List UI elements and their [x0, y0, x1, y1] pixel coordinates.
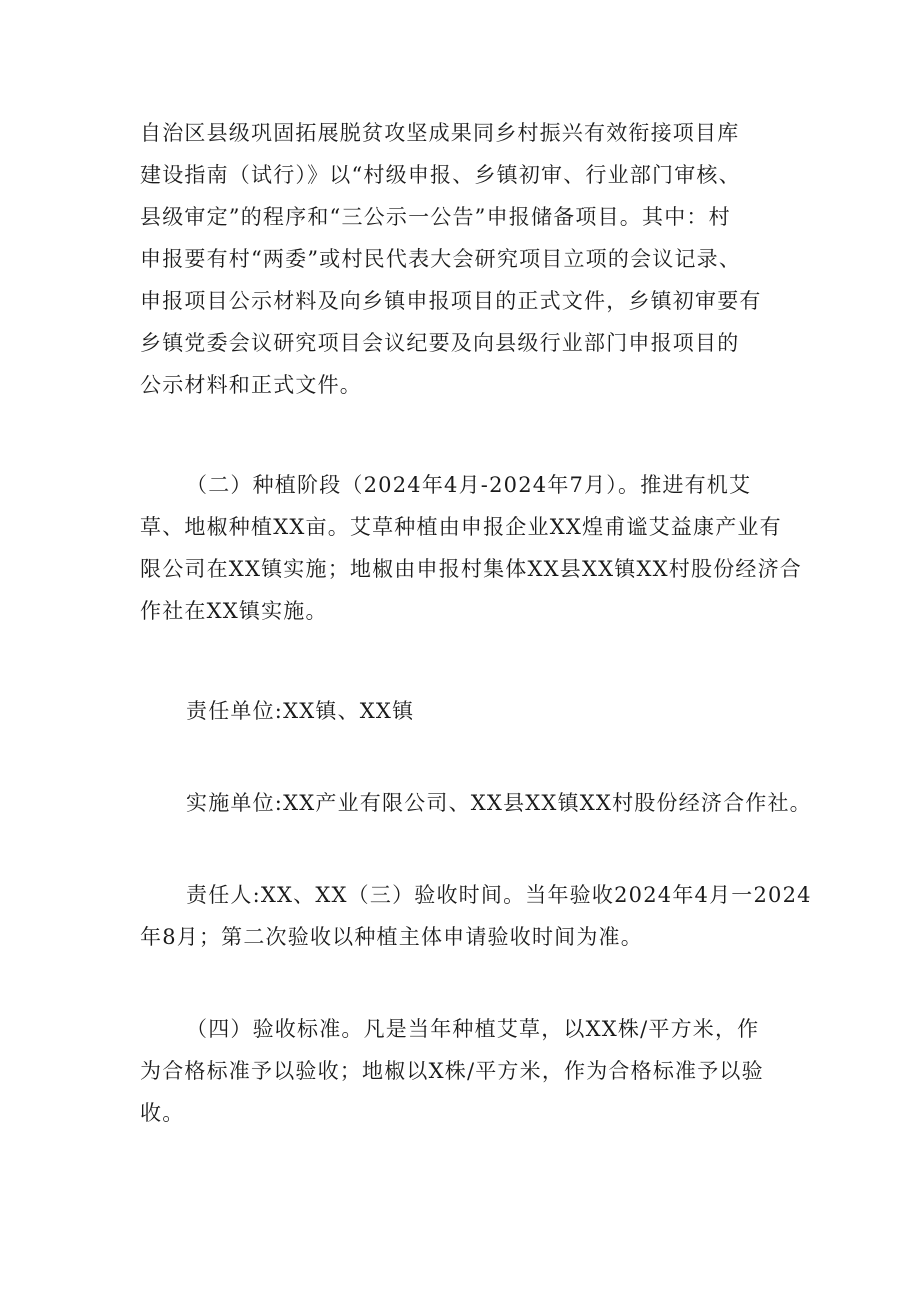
- paragraph-acceptance-standard: [140, 1008, 790, 1134]
- paragraph-spacer: [140, 632, 790, 690]
- paragraph-acceptance-time: [140, 874, 812, 958]
- text-line: 限公司在XX镇实施；地椒由申报村集体XX县XX镇XX村股份经济合: [140, 557, 802, 581]
- paragraph-planting-stage: [140, 464, 802, 632]
- text-line: 责任单位:XX镇、XX镇: [186, 699, 415, 723]
- paragraph-spacer: [140, 732, 790, 782]
- text-line: 收。: [140, 1101, 185, 1125]
- text-line: 草、地椒种植XX亩。艾草种植由申报企业XX煌甫谧艾益康产业有: [140, 515, 782, 539]
- text-line: 公示材料和正式文件。: [140, 373, 362, 397]
- paragraph-spacer: [140, 824, 790, 874]
- text-line: 申报要有村“两委”或村民代表大会研究项目立项的会议记录、: [140, 247, 742, 271]
- text-line: 自治区县级巩固拓展脱贫攻坚成果同乡村振兴有效衔接项目库: [140, 121, 740, 145]
- paragraph-project-application: [140, 112, 790, 406]
- text-line: （二）种植阶段（2024年4月-2024年7月）。推进有机艾: [186, 473, 752, 497]
- paragraph-spacer: [140, 406, 790, 464]
- document-body: [140, 112, 812, 1134]
- text-line: 年8月；第二次验收以种植主体申请验收时间为准。: [140, 925, 643, 949]
- paragraph-spacer: [140, 958, 790, 1008]
- paragraph-responsible-unit: [140, 690, 790, 732]
- text-line: 建设指南（试行）》以“村级申报、乡镇初审、行业部门审核、: [140, 163, 741, 187]
- text-line: 县级审定”的程序和“三公示一公告”申报储备项目。其中：村: [140, 205, 731, 229]
- paragraph-implementing-unit: [140, 782, 812, 824]
- text-line: 为合格标准予以验收；地椒以X株/平方米，作为合格标准予以验: [140, 1059, 764, 1083]
- text-line: 责任人:XX、XX（三）验收时间。当年验收2024年4月一2024: [186, 883, 812, 907]
- text-line: 作社在XX镇实施。: [140, 599, 328, 623]
- text-line: 申报项目公示材料及向乡镇申报项目的正式文件，乡镇初审要有: [140, 289, 762, 313]
- text-line: 实施单位:XX产业有限公司、XX县XX镇XX村股份经济合作社。: [186, 791, 812, 815]
- text-line: （四）验收标准。凡是当年种植艾草，以XX株/平方米，作: [186, 1017, 760, 1041]
- text-line: 乡镇党委会议研究项目会议纪要及向县级行业部门申报项目的: [140, 331, 740, 355]
